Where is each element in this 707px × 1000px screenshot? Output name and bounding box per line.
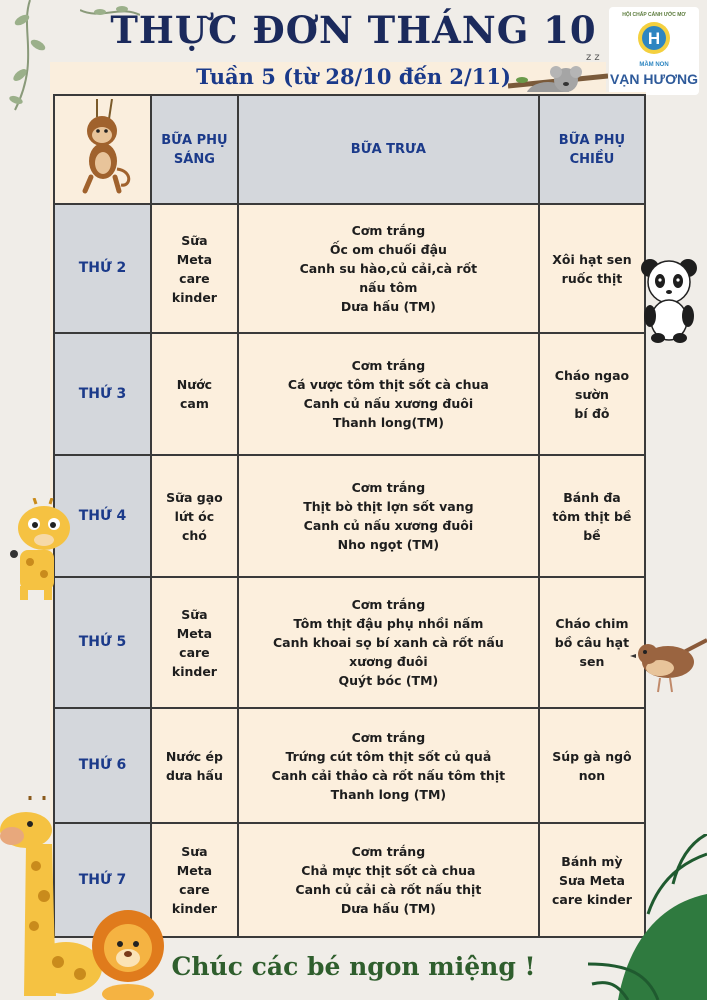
header-afternoon: BỮA PHỤ CHIỀU	[539, 95, 645, 204]
lunch-meal-line: Cơm trắng	[351, 729, 426, 745]
lunch-meal-line: Ốc om chuối đậu	[329, 242, 447, 257]
afternoon-meal-line: bí đỏ	[574, 405, 610, 421]
menu-row	[54, 333, 645, 455]
morning-meal-line: kinder	[171, 289, 217, 305]
menu-row	[54, 708, 645, 823]
logo-line1: MẦM NON	[639, 62, 669, 68]
afternoon-meal-line: sen	[579, 654, 605, 669]
afternoon-meal-line: ruốc thịt	[561, 270, 623, 286]
morning-meal-line: Sữa	[181, 232, 208, 248]
monkey-icon	[67, 99, 137, 195]
week-subtitle: Tuần 5 (từ 28/10 đến 2/11)	[196, 64, 511, 89]
lunch-meal-line: Cơm trắng	[351, 597, 426, 612]
morning-meal-line: Sữa gạo	[166, 489, 223, 505]
day-label: THỨ 4	[54, 455, 151, 577]
morning-meal-cell	[151, 333, 238, 455]
lunch-meal-line: Trứng cút tôm thịt sốt củ quả	[285, 748, 492, 764]
lunch-meal-line: Quýt bóc (TM)	[338, 673, 439, 688]
menu-table	[53, 94, 646, 938]
lunch-meal-line: Cơm trắng	[351, 480, 426, 495]
svg-text:H: H	[647, 29, 661, 48]
lunch-meal-line: Dưa hấu (TM)	[340, 299, 436, 314]
afternoon-meal-line: Xôi hạt sen	[552, 251, 632, 267]
school-logo	[609, 7, 699, 95]
morning-meal-line: Sưa	[181, 844, 208, 859]
afternoon-meal-line: care kinder	[551, 891, 632, 907]
lunch-meal-line: Dưa hấu (TM)	[340, 901, 436, 916]
afternoon-meal-line: tôm thịt bề	[552, 508, 632, 524]
morning-meal-line: care	[179, 270, 210, 286]
lunch-meal-line: Thịt bò thịt lợn sốt vang	[303, 499, 474, 514]
menu-row	[54, 455, 645, 577]
lunch-meal-cell	[238, 823, 539, 937]
lunch-meal-line: Thanh long (TM)	[330, 786, 447, 802]
day-label: THỨ 5	[54, 577, 151, 708]
lunch-meal-line: Cơm trắng	[351, 844, 426, 859]
morning-meal-line: Meta	[176, 863, 213, 878]
lunch-meal-cell	[238, 333, 539, 455]
morning-meal-line: Sữa	[181, 606, 208, 622]
lunch-meal-line: Canh củ cải cà rốt nấu thịt	[295, 882, 482, 897]
morning-meal-line: Nước ép	[165, 748, 223, 764]
afternoon-meal-cell	[539, 333, 645, 455]
morning-meal-line: cam	[179, 396, 209, 411]
lunch-meal-line: Chả mực thịt sốt cà chua	[301, 863, 476, 878]
day-label: THỨ 3	[54, 333, 151, 455]
morning-meal-line: chó	[181, 527, 207, 543]
day-label: THỨ 7	[54, 823, 151, 937]
morning-meal-line: kinder	[171, 901, 217, 916]
morning-meal-line: Nước	[176, 377, 213, 392]
header-morning: BỮA PHỤ SÁNG	[151, 95, 238, 204]
lunch-meal-line: Nho ngọt (TM)	[337, 537, 440, 552]
lunch-meal-line: nấu tôm	[359, 280, 418, 295]
afternoon-meal-line: Cháo chim	[555, 616, 629, 631]
lunch-meal-cell	[238, 204, 539, 333]
afternoon-meal-cell	[539, 204, 645, 333]
logo-emblem-icon	[636, 20, 672, 56]
morning-meal-line: Meta	[176, 625, 213, 641]
lunch-meal-line: Cơm trắng	[351, 223, 426, 238]
bird-icon	[630, 630, 707, 698]
lunch-meal-line: Tôm thịt đậu phụ nhồi nấm	[293, 616, 484, 631]
morning-meal-cell	[151, 204, 238, 333]
lunch-meal-line: Cơm trắng	[351, 358, 426, 373]
morning-meal-cell	[151, 708, 238, 823]
menu-row	[54, 204, 645, 333]
afternoon-meal-line: non	[578, 767, 606, 783]
afternoon-meal-line: Cháo ngao	[554, 367, 630, 383]
lunch-meal-line: Canh khoai sọ bí xanh cà rốt nấu	[273, 635, 504, 650]
afternoon-meal-line: Bánh mỳ	[561, 853, 623, 869]
logo-org: HỘI CHẤP CÁNH ƯỚC MƠ	[622, 12, 686, 18]
afternoon-meal-line: sườn	[575, 386, 609, 402]
lunch-meal-cell	[238, 577, 539, 708]
afternoon-meal-line: Súp gà ngô	[552, 748, 632, 764]
footer-message: Chúc các bé ngon miệng !	[171, 952, 536, 981]
day-label: THỨ 2	[54, 204, 151, 333]
day-label: THỨ 6	[54, 708, 151, 823]
lunch-meal-line: Canh củ nấu xương đuôi	[303, 518, 474, 533]
lunch-meal-line: Canh cải thảo cà rốt nấu tôm thịt	[271, 767, 506, 783]
lunch-meal-line: Thanh long(TM)	[332, 415, 444, 430]
lunch-meal-cell	[238, 455, 539, 577]
morning-meal-cell	[151, 455, 238, 577]
morning-meal-line: lứt óc	[174, 508, 215, 524]
giraffe-icon	[6, 498, 80, 602]
lunch-meal-line: Cá vược tôm thịt sốt cà chua	[287, 377, 489, 392]
afternoon-meal-line: Bánh đa	[563, 489, 621, 505]
afternoon-meal-line: bồ câu hạt	[554, 635, 630, 650]
morning-meal-line: dưa hấu	[165, 767, 223, 783]
lunch-meal-line: Canh su hào,củ cải,cà rốt	[299, 261, 478, 276]
afternoon-meal-cell	[539, 455, 645, 577]
afternoon-meal-line: Sưa Meta	[558, 872, 625, 888]
morning-meal-line: care	[179, 644, 210, 660]
afternoon-meal-line: bề	[583, 527, 601, 543]
lunch-meal-line: Canh củ nấu xương đuôi	[303, 396, 474, 411]
lunch-meal-cell	[238, 708, 539, 823]
header-lunch: BỮA TRƯA	[238, 95, 539, 204]
menu-row	[54, 577, 645, 708]
afternoon-meal-cell	[539, 708, 645, 823]
header-row	[54, 95, 645, 204]
panda-icon	[636, 254, 702, 344]
morning-meal-line: Meta	[176, 251, 213, 267]
morning-meal-line: kinder	[171, 663, 217, 679]
logo-line2: VẠN HƯƠNG	[609, 71, 699, 87]
svg-text:z z: z z	[586, 52, 600, 63]
morning-meal-line: care	[179, 882, 210, 897]
lunch-meal-line: xương đuôi	[349, 654, 428, 669]
corner-cell	[54, 95, 151, 204]
morning-meal-cell	[151, 577, 238, 708]
page-title: THỰC ĐƠN THÁNG 10	[110, 8, 597, 52]
